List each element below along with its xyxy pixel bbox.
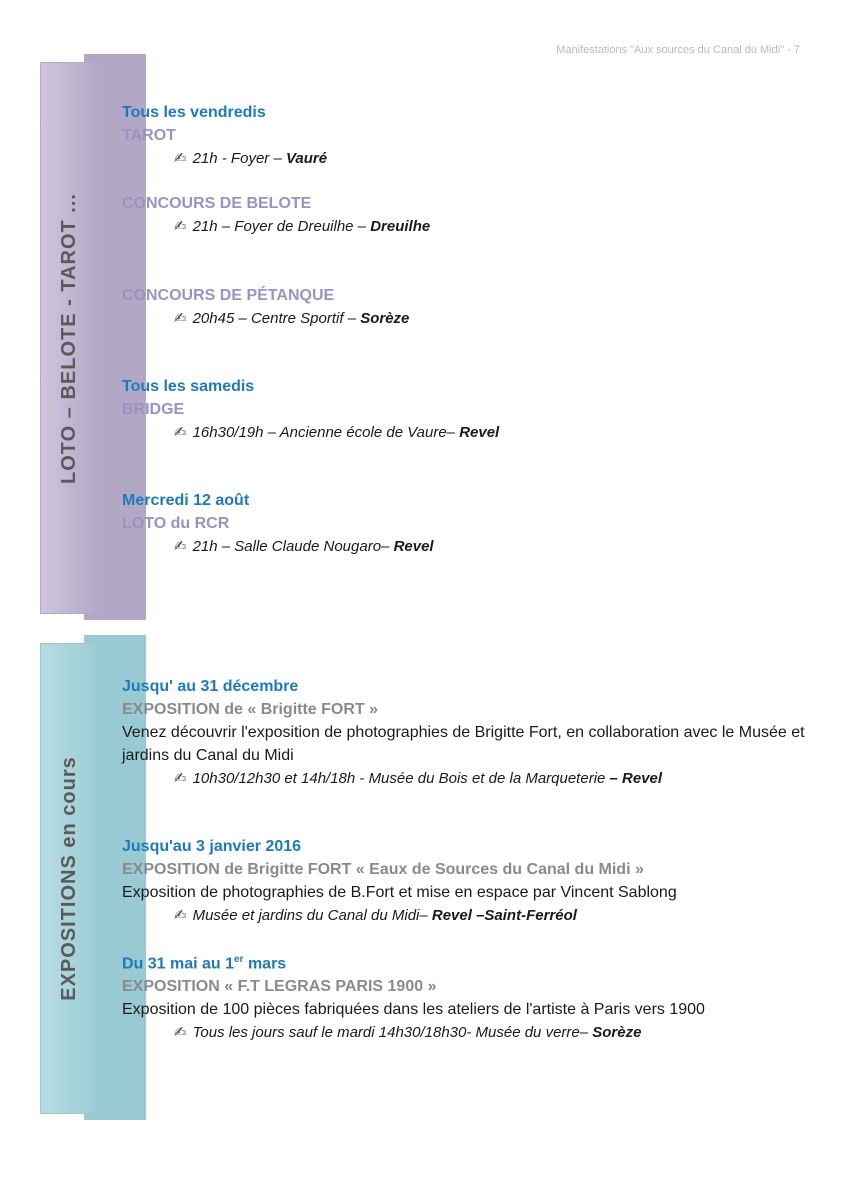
expos-list xyxy=(122,675,812,1064)
expo-item xyxy=(122,835,812,927)
expo-place: Revel –Saint-Ferréol xyxy=(431,907,577,924)
hand-pointer-icon: ✍ xyxy=(174,150,187,167)
section-title-games: LOTO – BELOTE - TAROT ... xyxy=(57,192,80,484)
event-info: ✍ 16h30/19h – Ancienne école de Vaure– Revel xyxy=(174,424,500,441)
expo-info: ✍ Musée et jardins du Canal du Midi– Revel –Saint-Ferréol xyxy=(174,907,577,924)
section-tab-games xyxy=(40,62,98,614)
event-info: ✍ 21h - Foyer – Vauré xyxy=(174,150,328,167)
page-header: Manifestations "Aux sources du Canal du Midi" - 7 xyxy=(556,44,800,56)
expo-item xyxy=(122,948,812,1044)
hand-pointer-icon: ✍ xyxy=(174,424,187,441)
event-place: Revel xyxy=(393,538,434,555)
section-title-expos: EXPOSITIONS en cours xyxy=(57,756,80,1001)
event-item xyxy=(122,284,812,330)
expo-info: ✍ Tous les jours sauf le mardi 14h30/18h30- Musée du verre– Sorèze xyxy=(174,1024,642,1042)
expo-description: Exposition de 100 pièces fabriquées dans les ateliers de l'artiste à Paris vers 1900 xyxy=(122,1001,705,1019)
expo-date: Jusqu'au 3 janvier 2016 xyxy=(122,838,302,855)
hand-pointer-icon: ✍ xyxy=(174,538,187,555)
expo-type: EXPOSITION de « Brigitte FORT » xyxy=(122,701,379,718)
expo-item xyxy=(122,675,812,790)
expo-date: Jusqu' au 31 décembre xyxy=(122,678,299,695)
expo-description: Exposition de photographies de B.Fort et mise en espace par Vincent Sablong xyxy=(122,884,677,901)
expo-type: EXPOSITION « F.T LEGRAS PARIS 1900 » xyxy=(122,978,437,996)
event-item xyxy=(122,375,812,444)
hand-pointer-icon: ✍ xyxy=(174,770,187,787)
hand-pointer-icon: ✍ xyxy=(174,907,187,924)
event-item xyxy=(122,489,812,558)
event-date: Tous les samedis xyxy=(122,378,255,395)
event-type: LOTO du RCR xyxy=(122,515,230,532)
event-place: Vauré xyxy=(285,150,328,167)
event-place: Sorèze xyxy=(360,310,410,327)
hand-pointer-icon: ✍ xyxy=(174,1024,187,1042)
event-type: BRIDGE xyxy=(122,401,185,418)
expo-place: – Revel xyxy=(609,770,663,787)
expo-info: ✍ 10h30/12h30 et 14h/18h - Musée du Bois et de la Marqueterie – Revel xyxy=(174,770,663,787)
event-info: ✍ 21h – Salle Claude Nougaro– Revel xyxy=(174,538,434,555)
event-type: CONCOURS DE BELOTE xyxy=(122,195,312,212)
hand-pointer-icon: ✍ xyxy=(174,310,187,327)
event-date: Mercredi 12 août xyxy=(122,492,250,509)
event-item xyxy=(122,101,812,170)
hand-pointer-icon: ✍ xyxy=(174,218,187,235)
event-date: Tous les vendredis xyxy=(122,104,266,121)
event-item xyxy=(122,192,812,238)
event-place: Revel xyxy=(459,424,500,441)
event-type: TAROT xyxy=(122,127,176,144)
games-list xyxy=(122,101,812,578)
event-info: ✍ 21h – Foyer de Dreuilhe – Dreuilhe xyxy=(174,218,431,235)
expo-description: Venez découvrir l'exposition de photographies de Brigitte Fort, en collaboration avec le Musée et jardins du Canal du Midi xyxy=(122,724,805,764)
expo-place: Sorèze xyxy=(592,1024,642,1042)
event-info: ✍ 20h45 – Centre Sportif – Sorèze xyxy=(174,310,410,327)
event-type: CONCOURS DE PÉTANQUE xyxy=(122,287,335,304)
event-place: Dreuilhe xyxy=(370,218,431,235)
expo-type: EXPOSITION de Brigitte FORT « Eaux de Sources du Canal du Midi » xyxy=(122,861,644,878)
section-tab-expos xyxy=(40,643,98,1114)
expo-date: Du 31 mai au 1er mars xyxy=(122,954,287,973)
